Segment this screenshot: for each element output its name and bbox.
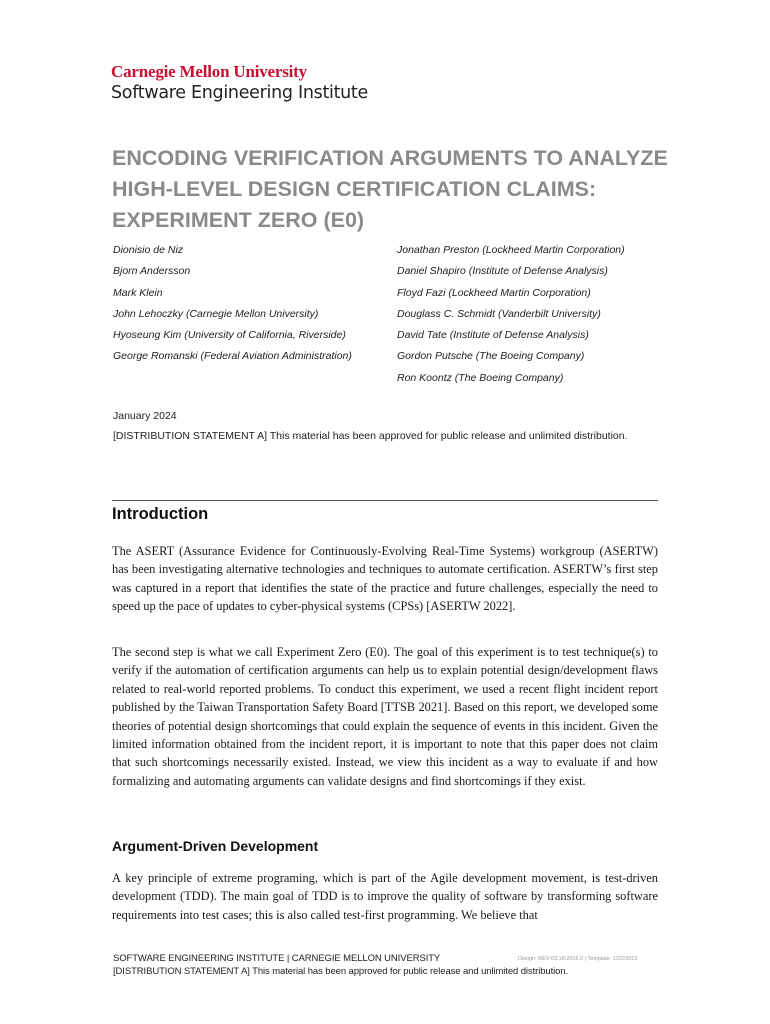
author-name: Jonathan Preston (Lockheed Martin Corporation) (397, 244, 625, 256)
author-name: Mark Klein (113, 286, 163, 299)
author-name: Douglass C. Schmidt (Vanderbilt University) (397, 307, 601, 320)
author-name: John Lehoczky (Carnegie Mellon University) (113, 307, 319, 320)
author-name: Gordon Putsche (The Boeing Company) (397, 350, 585, 363)
footer-distribution-statement: [DISTRIBUTION STATEMENT A] This material has been approved for public release and unlimited distribution. (113, 966, 569, 977)
author-column-right (397, 240, 625, 389)
argument-driven-heading: Argument-Driven Development (112, 838, 319, 854)
footer-design-template: Design: REV-03.18.2016.0 | Template: 12222023 (518, 956, 638, 962)
cmu-logo-wordmark: Carnegie Mellon University (111, 62, 307, 81)
introduction-heading: Introduction (112, 505, 209, 523)
author-column-left (113, 240, 352, 368)
author-name: Hyoseung Kim (University of California, Riverside) (113, 329, 346, 342)
introduction-paragraph-2: The second step is what we call Experiment Zero (E0). The goal of this experiment is to test technique(s) to verify if the automation of certification arguments can help us to explain potential design/development flaws related to real-world reported problems. To conduct this experiment, we used a recent flight incident report published by the Taiwan Transportation Safety Board [TTSB 2021]. Based on this report, we developed some theories of potential design shortcomings that could explain the sequence of events in this incident. Given the limited information obtained from the incident report, it is important to note that this paper does not claim that such shortcomings necessarily existed. Instead, we view this incident as a way to evaluate if and how formalizing and automating arguments can validate designs and find shortcomings if they exist. (112, 645, 658, 788)
author-name: Bjorn Andersson (113, 265, 191, 278)
document-title: ENCODING VERIFICATION ARGUMENTS TO ANALYZE HIGH-LEVEL DESIGN CERTIFICATION CLAIMS: EXPERIMENT ZERO (E0) (112, 146, 668, 232)
publication-date: January 2024 (113, 410, 177, 422)
author-name: David Tate (Institute of Defense Analysis) (397, 329, 589, 342)
introduction-paragraph-1: The ASERT (Assurance Evidence for Continuously-Evolving Real-Time Systems) workgroup (ASERTW) has been investigating alternative technologies and techniques to automate certification. ASERTW’s first step was captured in a report that identifies the state of the practice and future challenges, especially the need to speed up the pace of updates to cyber-physical systems (CPSs) [ASERTW 2022]. (112, 544, 658, 614)
author-name: Ron Koontz (The Boeing Company) (397, 371, 564, 384)
author-name: Floyd Fazi (Lockheed Martin Corporation) (397, 286, 591, 299)
section-divider (112, 500, 658, 501)
sei-logo-wordmark: Software Engineering Institute (111, 83, 368, 103)
distribution-statement: [DISTRIBUTION STATEMENT A] This material has been approved for public release and unlimited distribution. (113, 430, 628, 442)
author-name: George Romanski (Federal Aviation Administration) (113, 350, 352, 363)
author-name: Dionisio de Niz (113, 244, 184, 256)
footer-institution: SOFTWARE ENGINEERING INSTITUTE | CARNEGIE MELLON UNIVERSITY (113, 953, 441, 964)
author-name: Daniel Shapiro (Institute of Defense Analysis) (397, 265, 608, 278)
argument-driven-paragraph: A key principle of extreme programing, which is part of the Agile development movement, is test-driven development (TDD). The main goal of TDD is to improve the quality of software by transforming software requirements into test cases; this is also called test-first programming. We believe that (112, 871, 658, 922)
